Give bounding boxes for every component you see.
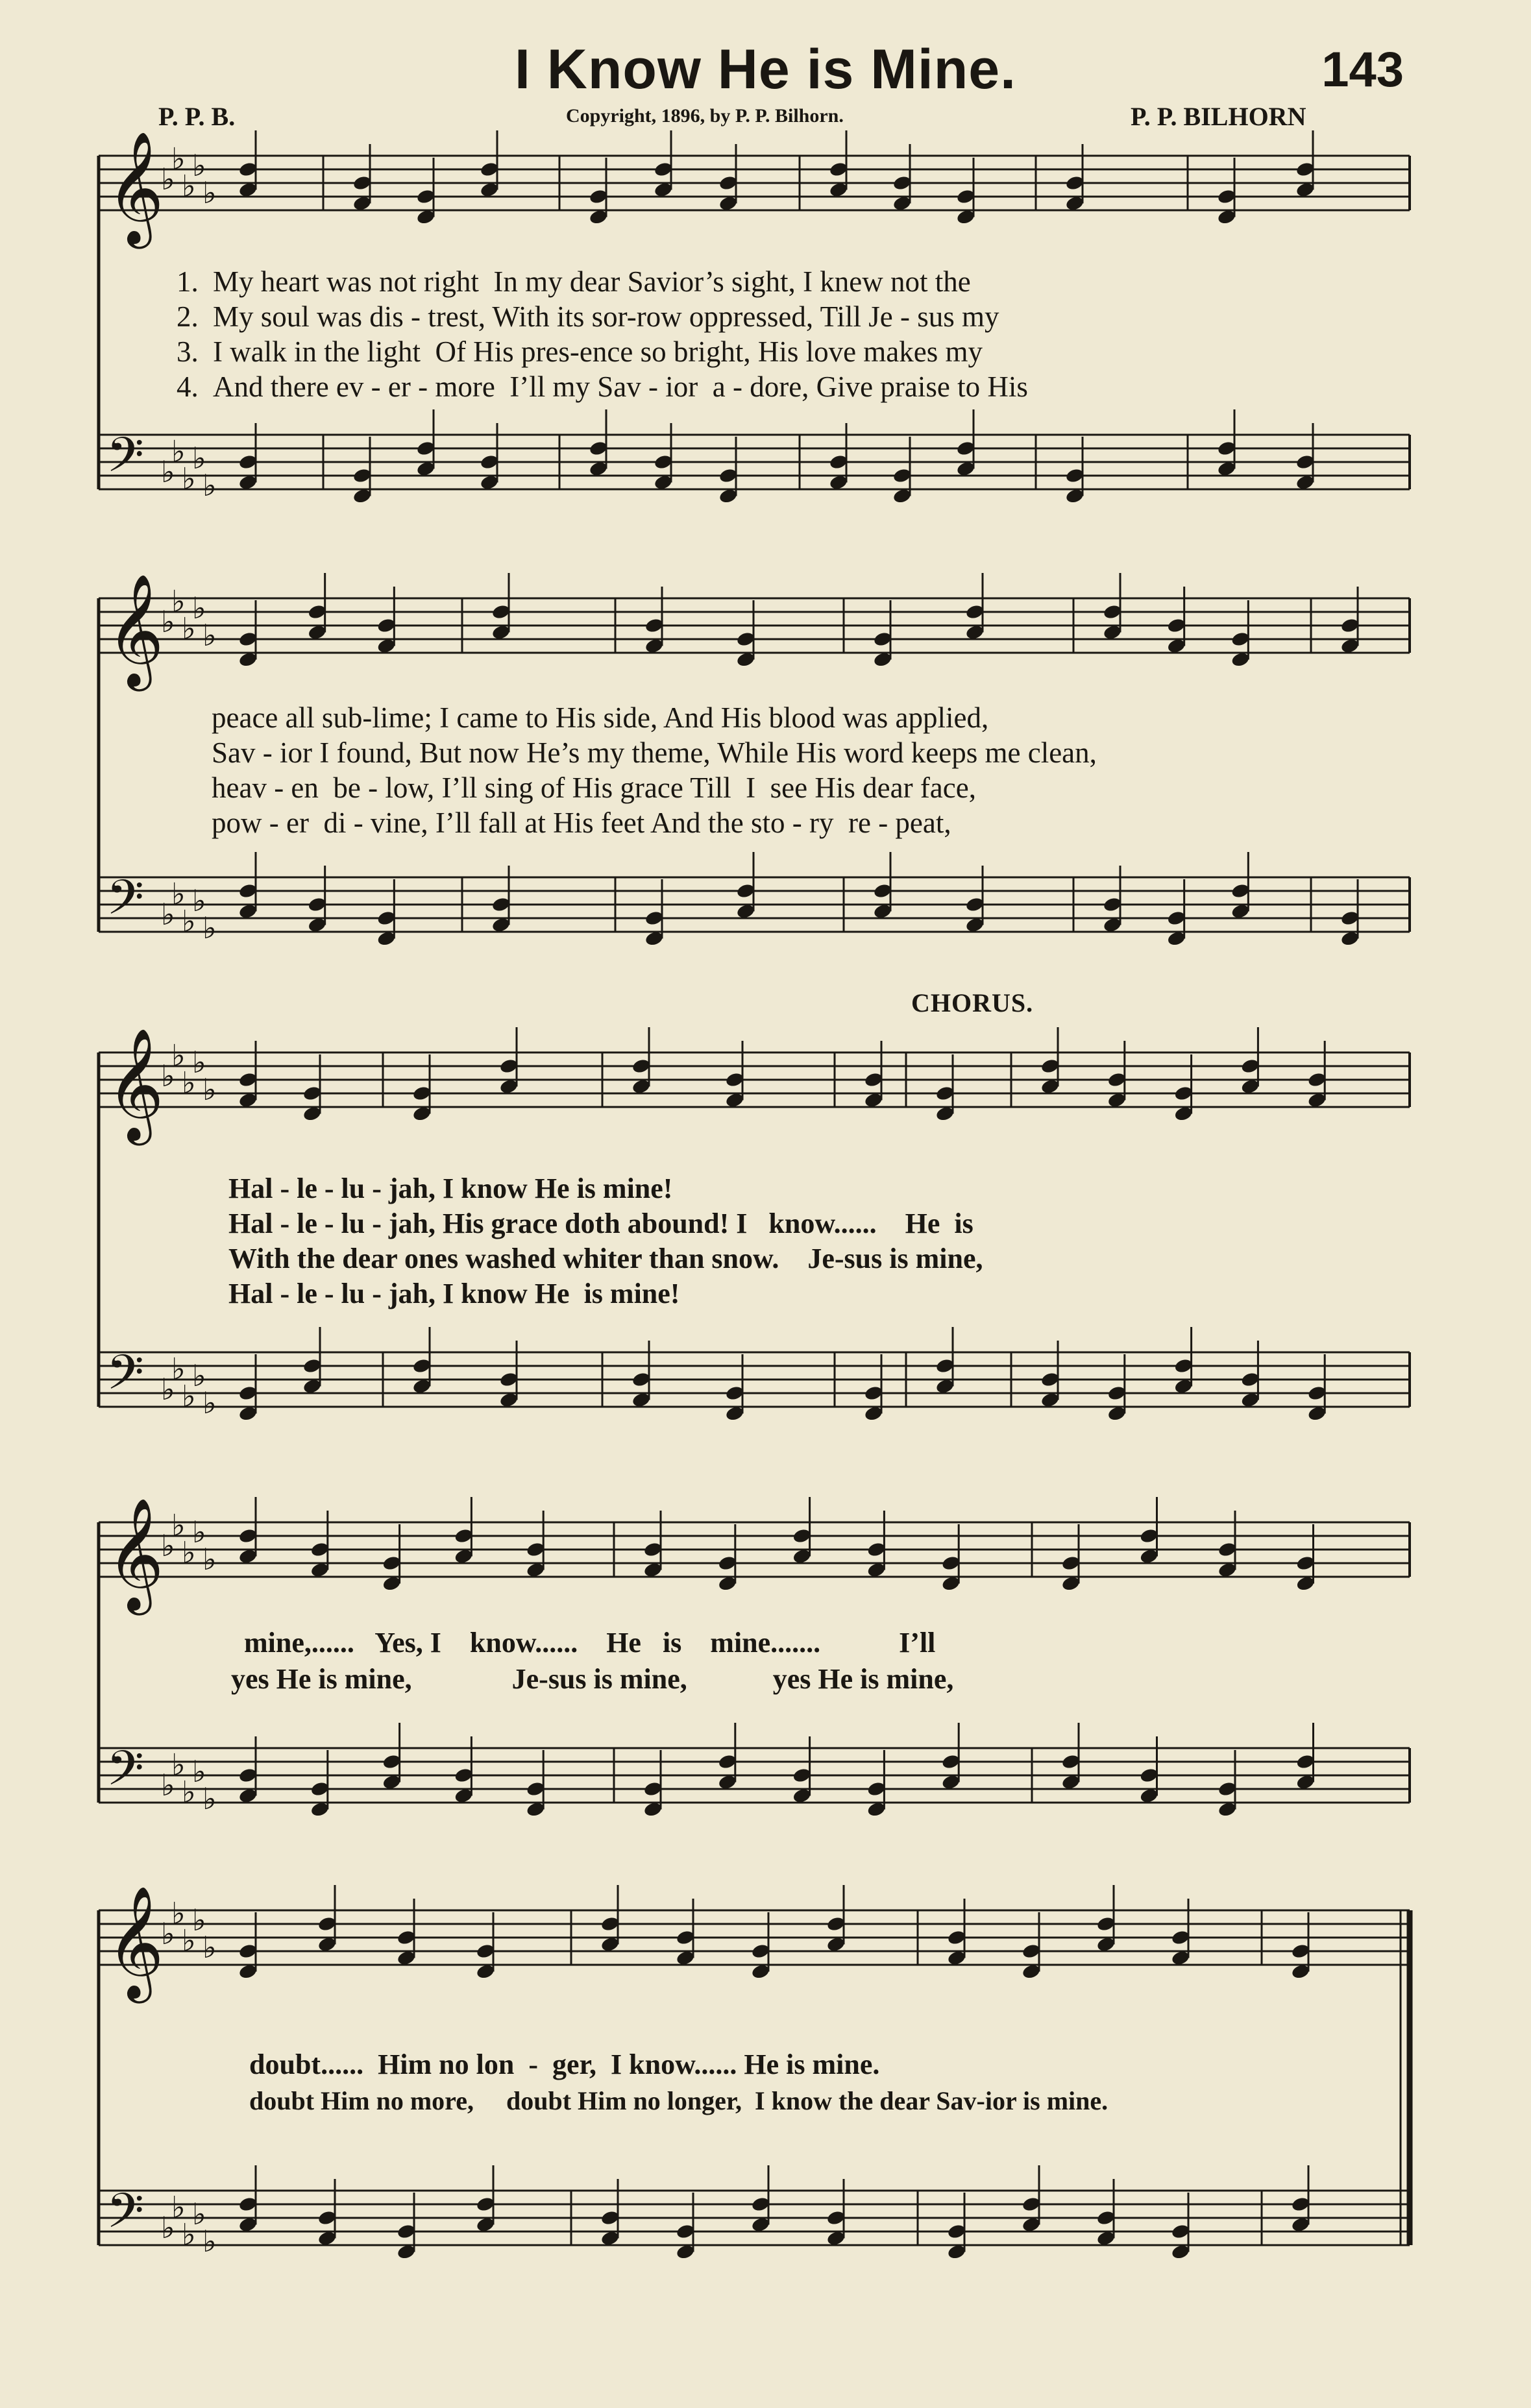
flat-icon: ♭: [161, 1058, 175, 1093]
treble-clef-icon: 𝄞: [106, 1028, 164, 1141]
flat-icon: ♭: [161, 1768, 175, 1803]
flat-icon: ♭: [182, 611, 196, 646]
copyright-notice: Copyright, 1896, by P. P. Bilhorn.: [566, 105, 844, 127]
flat-icon: ♭: [192, 441, 206, 476]
flat-icon: ♭: [202, 910, 217, 945]
bass-clef-icon: 𝄢: [106, 427, 144, 495]
lyric-line: Hal - le - lu - jah, I know He is mine!: [228, 1173, 673, 1204]
lyric-line: pow - er di - vine, I’ll fall at His feet And the sto - ry re - peat,: [212, 807, 951, 839]
lyric-line: doubt...... Him no lon - ger, I know...... He is mine.: [249, 2049, 880, 2080]
flat-icon: ♭: [192, 883, 206, 918]
flat-icon: ♭: [202, 1072, 217, 1107]
flat-icon: ♭: [171, 583, 186, 619]
flat-icon: ♭: [171, 1747, 186, 1782]
music-author: P. P. BILHORN: [1131, 102, 1306, 131]
bass-clef-icon: 𝄢: [106, 1740, 144, 1808]
lyric-line: 3. I walk in the light Of His pres-ence so bright, His love makes my: [177, 335, 983, 368]
flat-icon: ♭: [182, 1774, 196, 1810]
flat-icon: ♭: [192, 148, 206, 183]
flat-icon: ♭: [192, 590, 206, 626]
flat-icon: ♭: [171, 876, 186, 912]
flat-icon: ♭: [182, 1065, 196, 1101]
flat-icon: ♭: [161, 897, 175, 932]
lyric-line: Hal - le - lu - jah, His grace doth abound! I know...... He is: [228, 1208, 974, 1239]
flat-icon: ♭: [192, 1514, 206, 1550]
bass-clef-icon: 𝄢: [106, 870, 144, 938]
flat-icon: ♭: [182, 903, 196, 939]
hymn-title: I Know He is Mine.: [515, 38, 1016, 101]
flat-icon: ♭: [182, 2217, 196, 2252]
flat-icon: ♭: [161, 604, 175, 639]
flat-icon: ♭: [182, 168, 196, 204]
flat-icon: ♭: [161, 162, 175, 197]
flat-icon: ♭: [192, 1358, 206, 1393]
flat-icon: ♭: [171, 1507, 186, 1543]
flat-icon: ♭: [171, 141, 186, 176]
lyric-line: heav - en be - low, I’ll sing of His grace Till I see His dear face,: [212, 772, 976, 804]
page-number: 143: [1321, 42, 1404, 97]
flat-icon: ♭: [202, 1781, 217, 1816]
flat-icon: ♭: [192, 1903, 206, 1938]
flat-icon: ♭: [171, 1895, 186, 1931]
lyric-line: peace all sub-lime; I came to His side, And His blood was applied,: [212, 701, 989, 734]
lyric-line: 1. My heart was not right In my dear Savior’s sight, I knew not the: [177, 265, 971, 298]
lyric-line: 4. And there ev - er - more I’ll my Sav - ior a - dore, Give praise to His: [177, 371, 1028, 403]
flat-icon: ♭: [192, 1754, 206, 1789]
flat-icon: ♭: [202, 618, 217, 653]
lyric-line: mine,...... Yes, I know...... He is mine....... I’ll: [244, 1627, 936, 1659]
flat-icon: ♭: [171, 433, 186, 469]
flat-icon: ♭: [202, 1930, 217, 1965]
treble-clef-icon: 𝄞: [106, 131, 164, 244]
flat-icon: ♭: [182, 461, 196, 496]
flat-icon: ♭: [192, 2196, 206, 2232]
flat-icon: ♭: [161, 1372, 175, 1407]
flat-icon: ♭: [161, 1528, 175, 1563]
bass-clef-icon: 𝄢: [106, 2183, 144, 2251]
flat-icon: ♭: [202, 1385, 217, 1420]
lyric-line: With the dear ones washed whiter than snow. Je-sus is mine,: [228, 1243, 983, 1274]
flat-icon: ♭: [161, 1916, 175, 1951]
flat-icon: ♭: [161, 2210, 175, 2245]
bass-clef-icon: 𝄢: [106, 1344, 144, 1413]
flat-icon: ♭: [202, 1542, 217, 1577]
lyric-line: doubt Him no more, doubt Him no longer, I know the dear Sav-ior is mine.: [249, 2086, 1108, 2115]
flat-icon: ♭: [182, 1378, 196, 1414]
lyric-line: yes He is mine, Je-sus is mine, yes He is mine,: [231, 1663, 954, 1695]
flat-icon: ♭: [202, 468, 217, 503]
flat-icon: ♭: [161, 454, 175, 489]
flat-icon: ♭: [202, 2224, 217, 2259]
flat-icon: ♭: [182, 1923, 196, 1958]
treble-clef-icon: 𝄞: [106, 574, 164, 687]
flat-icon: ♭: [202, 175, 217, 210]
lyric-line: Hal - le - lu - jah, I know He is mine!: [228, 1278, 680, 1309]
lyric-line: 2. My soul was dis - trest, With its sor-row oppressed, Till Je - sus my: [177, 300, 999, 333]
chorus-label: CHORUS.: [911, 988, 1034, 1017]
treble-clef-icon: 𝄞: [106, 1498, 164, 1611]
lyric-line: Sav - ior I found, But now He’s my theme, While His word keeps me clean,: [212, 736, 1097, 769]
flat-icon: ♭: [171, 1038, 186, 1073]
flat-icon: ♭: [182, 1535, 196, 1570]
words-author: P. P. B.: [158, 102, 236, 131]
treble-clef-icon: 𝄞: [106, 1886, 164, 1999]
flat-icon: ♭: [192, 1045, 206, 1080]
flat-icon: ♭: [171, 1351, 186, 1387]
flat-icon: ♭: [171, 2189, 186, 2225]
